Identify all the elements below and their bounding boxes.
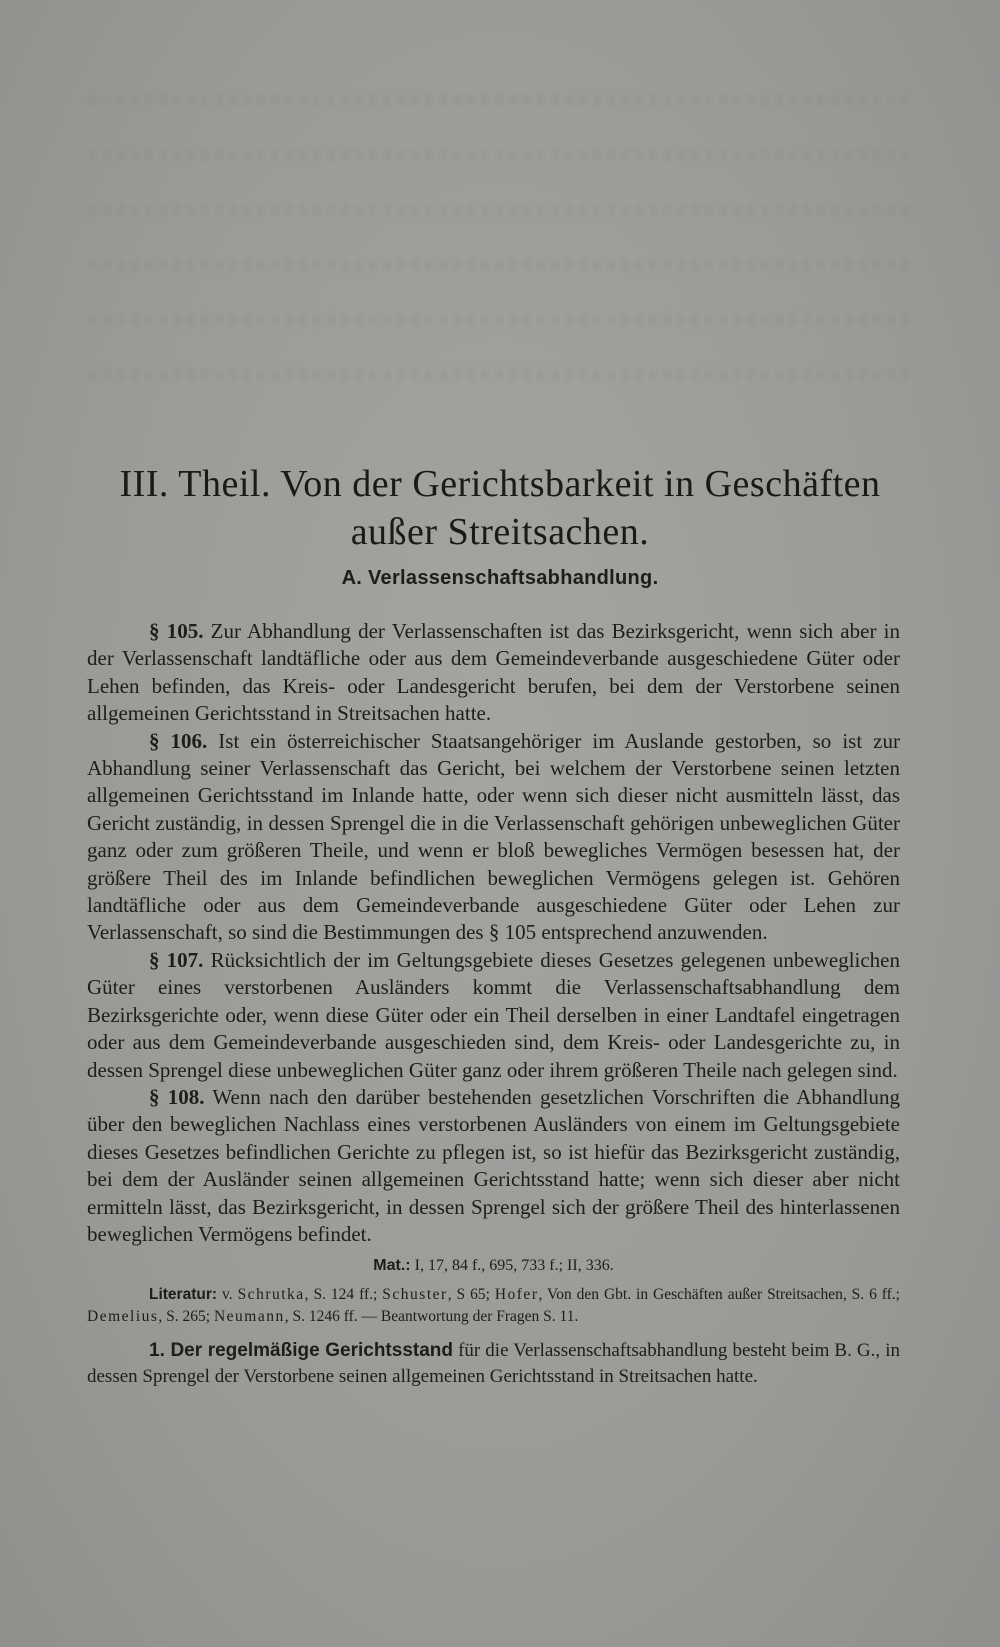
- literatur-text: , S. 265;: [158, 1308, 214, 1326]
- paragraph-number: § 105.: [149, 619, 204, 643]
- section-heading: A. Verlassenschaftsabhandlung.: [341, 567, 659, 589]
- paragraph-106: [87, 728, 900, 947]
- literatur-text: , S. 1246 ff. — Beantwortung der Fragen S. 11.: [284, 1308, 579, 1326]
- materials-text: I, 17, 84 f., 695, 733 f.; II, 336.: [410, 1257, 614, 1275]
- body-text: [87, 618, 900, 1390]
- paragraph-number: § 108.: [149, 1084, 205, 1109]
- paragraph-text: Ist ein österreichischer Staatsangehöriger im Auslande gestorben, so ist zur Abhandlung seiner Verlassenschaft das Gericht, bei welchem der Verstorbene seinen letzten allgemeinen Gerichtsstand im Inlande hatte, oder wenn sich dieser nicht ausmitteln lässt, das Gericht zuständig, in dessen Sprengel die in die Verlassenschaft gehörigen unbeweglichen Güter ganz oder zum größeren Theile, und wenn er bloß bewegliches Vermögen besessen hat, der größere Theil des im Inlande befindlichen beweglichen Vermögens gelegen ist. Gehören landtäfliche oder aus dem Gemeindeverbande ausgeschiedene Güter oder Lehen zur Verlassenschaft, so sind die Bestimmungen des § 105 entsprechend anzuwenden.: [87, 728, 900, 945]
- literatur-text: , S 65;: [447, 1286, 495, 1304]
- paragraph-text: Zur Abhandlung der Verlassenschaften ist das Bezirksgericht, wenn sich aber in der Verlassenschaft landtäfliche oder aus dem Gemeindeverbande ausgeschiedene Güter oder Lehen befinden, das Kreis- oder Landesgericht berufen, bei dem der Verstorbene seinen allgemeinen Gerichtsstand in Streitsachen hatte.: [87, 619, 900, 726]
- author-name: Schuster: [382, 1286, 448, 1304]
- show-through-line: [90, 260, 910, 270]
- author-name: Hofer: [494, 1286, 539, 1304]
- paragraph-108: [87, 1084, 900, 1248]
- part-title: [85, 460, 915, 556]
- paragraph-number: § 106.: [149, 728, 208, 753]
- materials-label: Mat.:: [373, 1257, 411, 1275]
- author-name: Neumann: [213, 1308, 285, 1326]
- show-through-line: [90, 370, 910, 380]
- literatur-line: [87, 1284, 900, 1328]
- literatur-text: v.: [217, 1286, 238, 1304]
- part-title-line-1: III. Theil. Von der Gerichtsbarkeit in Geschäften: [119, 463, 881, 505]
- show-through-line: [90, 150, 910, 160]
- note-1-label: 1. Der regelmäßige Gerichtsstand: [149, 1340, 453, 1362]
- paragraph-text: Rücksichtlich der im Geltungsgebiete dieses Gesetzes gelegenen unbeweglichen Güter eines verstorbenen Ausländers kommt die Verlassenschaftsabhandlung dem Bezirksgerichte oder, wenn diese Güter oder ein Theil derselben in einer Landtafel eingetragen oder aus dem Gemeindeverbande ausgeschieden sind, dem Kreis- oder Landesgerichte zu, in dessen Sprengel diese unbeweglichen Güter ganz oder ihrem größeren Theile nach gelegen sind.: [87, 947, 901, 1082]
- show-through-line: [90, 95, 910, 105]
- paragraph-number: § 107.: [149, 947, 204, 972]
- paragraph-107: [87, 947, 900, 1084]
- literatur-label: Literatur:: [149, 1286, 218, 1304]
- author-name: Schrutka: [237, 1286, 305, 1304]
- literatur-text: , S. 124 ff.;: [304, 1286, 383, 1304]
- show-through-line: [90, 315, 910, 325]
- author-name: Demelius: [87, 1308, 159, 1326]
- part-title-line-2: außer Streitsachen.: [350, 511, 650, 553]
- paragraph-text: Wenn nach den darüber bestehenden gesetzlichen Vorschriften die Abhandlung über den beweglichen Nachlass eines verstorbenen Ausländers von einem im Geltungsgebiete dieses Gesetzes befindlichen Gerichte zu pflegen ist, so ist hiefür das Bezirksgericht zuständig, bei dem der Ausländer seinen allgemeinen Gerichtsstand hatte; wenn sich dieser aber nicht ermitteln lässt, das Bezirksgericht, in dessen Sprengel sich der größere Theil des hinterlassenen beweglichen Vermögens befindet.: [87, 1084, 900, 1246]
- note-1-text: für die Verlassenschaftsabhandlung besteht beim B. G., in dessen Sprengel der Verstorbene seinen allgemeinen Gerichtsstand in Streitsachen hatte.: [87, 1340, 900, 1388]
- literatur-text: , Von den Gbt. in Geschäften außer Streitsachen, S. 6 ff.;: [538, 1286, 900, 1304]
- note-1: [87, 1338, 900, 1390]
- show-through-line: [90, 205, 910, 215]
- paragraph-105: [87, 618, 900, 728]
- materials-line: [87, 1254, 900, 1278]
